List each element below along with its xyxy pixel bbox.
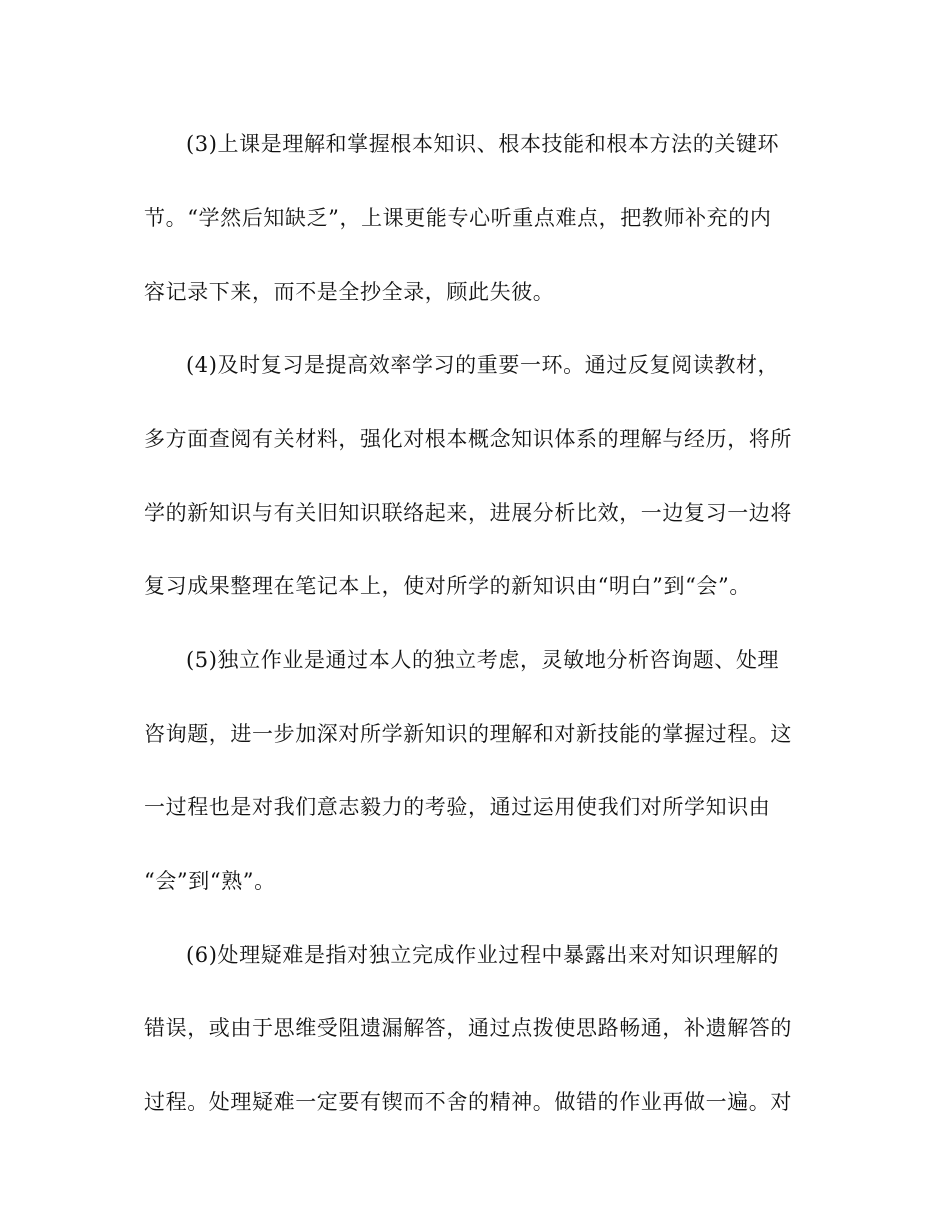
paragraph-4-line-3: 学的新知识与有关旧知识联络起来，进展分析比效，一边复习一边将: [144, 501, 792, 525]
paragraph-5-line-3: 一过程也是对我们意志毅力的考验，通过运用使我们对所学知识由: [144, 795, 771, 819]
paragraph-3-line-2: 节。“学然后知缺乏”，上课更能专心听重点难点，把教师补充的内: [144, 206, 772, 230]
paragraph-4-line-2: 多方面查阅有关材料，强化对根本概念知识体系的理解与经历，将所: [144, 427, 792, 451]
paragraph-3-line-1: (3)上课是理解和掌握根本知识、根本技能和根本方法的关键环: [186, 132, 780, 156]
paragraph-4-line-4: 复习成果整理在笔记本上，使对所学的新知识由“明白”到“会”。: [144, 574, 751, 598]
paragraph-6-line-1: (6)处理疑难是指对独立完成作业过程中暴露出来对知识理解的: [186, 943, 780, 967]
paragraph-3-line-3: 容记录下来，而不是全抄全录，顾此失彼。: [144, 280, 555, 304]
paragraph-6-line-2: 错误，或由于思维受阻遗漏解答，通过点拨使思路畅通，补遗解答的: [144, 1016, 792, 1040]
paragraph-5-line-4: “会”到“熟”。: [144, 869, 276, 893]
paragraph-5-line-1: (5)独立作业是通过本人的独立考虑，灵敏地分析咨询题、处理: [186, 648, 780, 672]
paragraph-4-line-1: (4)及时复习是提高效率学习的重要一环。通过反复阅读教材，: [186, 353, 780, 377]
paragraph-6-line-3: 过程。处理疑难一定要有锲而不舍的精神。做错的作业再做一遍。对: [144, 1090, 792, 1114]
paragraph-5-line-2: 咨询题，进一步加深对所学新知识的理解和对新技能的掌握过程。这: [144, 722, 792, 746]
